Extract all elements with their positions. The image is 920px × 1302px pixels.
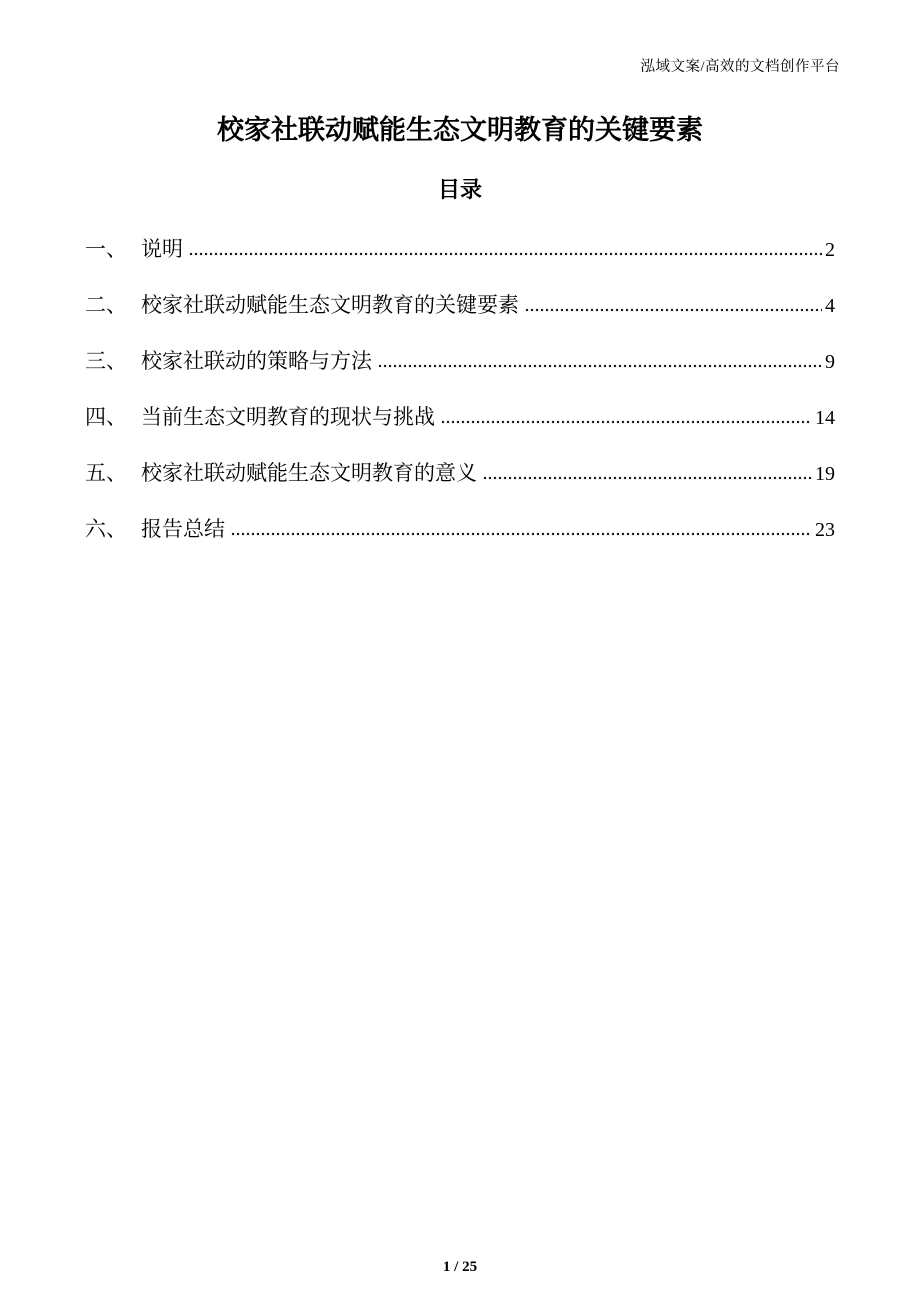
toc-entry[interactable] bbox=[85, 346, 835, 377]
toc-list bbox=[85, 234, 835, 545]
toc-entry-label: 说明 bbox=[141, 237, 183, 261]
toc-entry-number: 六、 bbox=[85, 517, 127, 541]
toc-entry-number: 五、 bbox=[85, 461, 127, 485]
toc-leader-dots bbox=[441, 419, 812, 424]
toc-entry[interactable] bbox=[85, 234, 835, 265]
toc-entry-number: 二、 bbox=[85, 293, 127, 317]
toc-entry-page: 4 bbox=[825, 295, 835, 317]
toc-entry[interactable] bbox=[85, 402, 835, 433]
toc-entry[interactable] bbox=[85, 290, 835, 321]
toc-leader-dots bbox=[189, 251, 822, 256]
toc-leader-dots bbox=[378, 363, 822, 368]
toc-leader-dots bbox=[525, 307, 822, 312]
toc-heading: 目录 bbox=[437, 177, 482, 202]
document-title: 校家社联动赋能生态文明教育的关键要素 bbox=[217, 115, 703, 145]
toc-entry-page: 9 bbox=[825, 351, 835, 373]
toc-entry-page: 23 bbox=[815, 519, 835, 541]
toc-entry-label: 校家社联动赋能生态文明教育的关键要素 bbox=[141, 293, 519, 317]
header-brand-text: 泓域文案/高效的文档创作平台 bbox=[640, 59, 840, 75]
toc-entry-label: 报告总结 bbox=[141, 517, 225, 541]
toc-entry-label: 校家社联动的策略与方法 bbox=[141, 349, 372, 373]
toc-entry-number: 一、 bbox=[85, 237, 127, 261]
footer-page-number: 1 / 25 bbox=[442, 1259, 478, 1275]
toc-entry-page: 2 bbox=[825, 239, 835, 261]
toc-entry-number: 四、 bbox=[85, 405, 127, 429]
toc-entry-page: 14 bbox=[815, 407, 835, 429]
toc-entry-label: 校家社联动赋能生态文明教育的意义 bbox=[141, 461, 477, 485]
toc-leader-dots bbox=[231, 531, 812, 536]
toc-entry-label: 当前生态文明教育的现状与挑战 bbox=[141, 405, 435, 429]
toc-leader-dots bbox=[483, 475, 812, 480]
toc-entry[interactable] bbox=[85, 458, 835, 489]
toc-entry[interactable] bbox=[85, 514, 835, 545]
header-brand bbox=[0, 0, 920, 76]
toc-entry-number: 三、 bbox=[85, 349, 127, 373]
toc-entry-page: 19 bbox=[815, 463, 835, 485]
